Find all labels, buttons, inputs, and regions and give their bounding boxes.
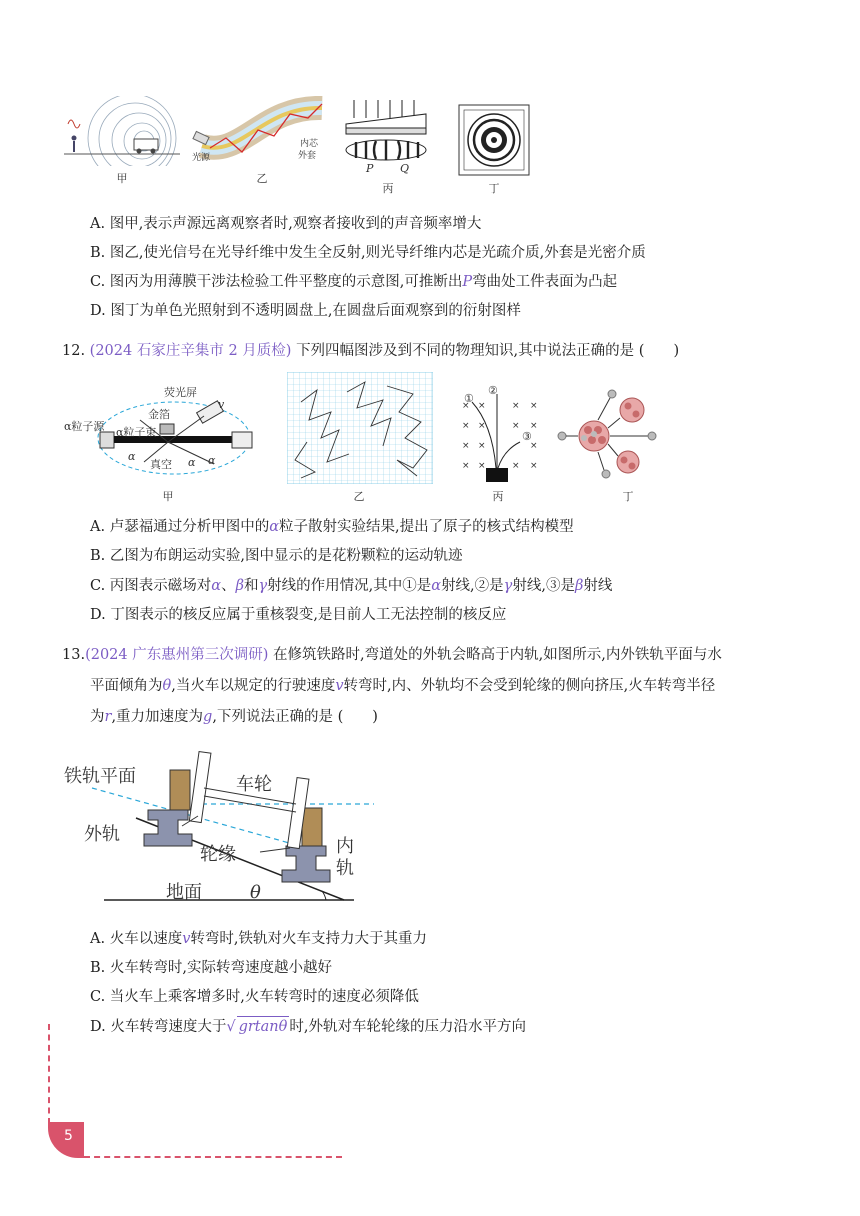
q12-stem: 12. (2024 石家庄辛集市 2 月质检) 下列四幅图涉及到不同的物理知识,其中说法正确的是 ( ) — [62, 343, 680, 359]
sqrt-expression: grtanθ — [237, 1016, 290, 1037]
figure-bing-thin-film — [342, 96, 432, 195]
label-q: Q — [400, 162, 410, 175]
label-lizishu: α粒子束 — [116, 426, 157, 439]
caption-ding: 丁 — [488, 182, 500, 195]
figure-ding-fission — [554, 384, 666, 504]
caption-bing: 丙 — [492, 490, 504, 503]
label-waitao: 外套 — [298, 151, 317, 161]
caption-bing: 丙 — [382, 182, 394, 195]
figure-railway-curve — [64, 748, 384, 910]
caption-yi: 乙 — [353, 490, 365, 503]
label-theta: θ — [250, 882, 261, 903]
page-number: 5 — [64, 1128, 73, 1144]
svg-text:×: × — [478, 421, 486, 431]
figure-bing-magnetic-field — [458, 384, 546, 504]
label-yingguangping: 荧光屏 — [164, 386, 197, 399]
label-chelun: 车轮 — [236, 774, 272, 795]
svg-text:×: × — [530, 461, 538, 471]
label-waigui: 外轨 — [84, 824, 120, 845]
q13-number: 13. — [62, 647, 86, 663]
label-alpha-3: α — [208, 454, 216, 467]
q12-number: 12. — [62, 343, 86, 359]
label-circle-3: ③ — [522, 430, 532, 443]
figure-yi-optical-fiber — [192, 96, 328, 186]
label-nei: 内 — [336, 836, 354, 857]
q11-option-a: A. 图甲,表示声源远离观察者时,观察者接收到的声音频率增大 — [90, 216, 482, 232]
svg-text:×: × — [478, 461, 486, 471]
label-lizi-source: α粒子源 — [64, 420, 105, 433]
q12-source: (2024 石家庄辛集市 2 月质检) — [89, 343, 292, 359]
svg-text:×: × — [462, 421, 470, 431]
page-margin-dashed-line — [48, 1024, 50, 1124]
page-bottom-dashed-line — [84, 1156, 342, 1158]
svg-text:×: × — [512, 421, 520, 431]
svg-text:×: × — [530, 401, 538, 411]
label-dimian: 地面 — [166, 882, 202, 903]
svg-text:×: × — [462, 461, 470, 471]
figure-jia-doppler — [62, 96, 182, 186]
label-zhenkong: 真空 — [150, 458, 172, 471]
svg-text:×: × — [512, 461, 520, 471]
label-circle-1: ① — [464, 392, 474, 405]
q13-option-b: B. 火车转弯时,实际转弯速度越小越好 — [90, 960, 332, 976]
q11-option-b: B. 图乙,使光信号在光导纤维中发生全反射,则光导纤维内芯是光疏介质,外套是光密介质 — [90, 245, 646, 261]
caption-jia: 甲 — [116, 172, 128, 185]
q13-option-d: D. 火车转弯速度大于√ grtanθ 时,外轨对车轮轮缘的压力沿水平方向 — [90, 1016, 526, 1037]
q11-option-d: D. 图丁为单色光照射到不透明圆盘上,在圆盘后面观察到的衍射图样 — [90, 303, 521, 319]
svg-text:×: × — [530, 441, 538, 451]
q13-stem-line2: 平面倾角为θ,当火车以规定的行驶速度v转弯时,内、外轨均不会受到轮缘的侧向挤压,火车转弯半径 — [90, 678, 716, 694]
label-neixin: 内芯 — [300, 139, 319, 149]
q13-stem-line3: 为r,重力加速度为g,下列说法正确的是 ( ) — [90, 709, 378, 725]
svg-text:×: × — [530, 421, 538, 431]
q12-option-d: D. 丁图表示的核反应属于重核裂变,是目前人工无法控制的核反应 — [90, 607, 507, 623]
caption-yi: 乙 — [256, 172, 268, 185]
label-alpha-2: α — [188, 456, 196, 469]
q12-option-c: C. 丙图表示磁场对α、β和γ射线的作用情况,其中①是α射线,②是γ射线,③是β射线 — [90, 578, 613, 594]
label-jinbo: 金箔 — [148, 408, 170, 421]
label-tiegui-pingmian: 铁轨平面 — [64, 766, 136, 787]
q13-stem-line1: 13.(2024 广东惠州第三次调研) 在修筑铁路时,弯道处的外轨会略高于内轨,如图所示,内外铁轨平面与水 — [62, 647, 722, 663]
svg-text:×: × — [512, 401, 520, 411]
figure-ding-diffraction — [458, 104, 530, 194]
figure-jia-rutherford — [64, 380, 264, 504]
figure-yi-brownian — [287, 372, 433, 504]
label-gui: 轨 — [336, 858, 354, 879]
q13-option-c: C. 当火车上乘客增多时,火车转弯时的速度必须降低 — [90, 989, 419, 1005]
svg-text:×: × — [478, 401, 486, 411]
svg-text:×: × — [478, 441, 486, 451]
q12-option-a: A. 卢瑟福通过分析甲图中的α粒子散射实验结果,提出了原子的核式结构模型 — [90, 519, 574, 535]
q13-option-a: A. 火车以速度v转弯时,铁轨对火车支持力大于其重力 — [90, 931, 428, 947]
q13-source: (2024 广东惠州第三次调研) — [85, 647, 269, 663]
label-alpha-1: α — [128, 450, 136, 463]
label-guangyuan: 光源 — [192, 153, 211, 163]
label-v: v — [218, 398, 225, 411]
label-p: P — [366, 162, 374, 175]
caption-jia: 甲 — [162, 490, 174, 503]
q11-option-c: C. 图丙为用薄膜干涉法检验工件平整度的示意图,可推断出P弯曲处工件表面为凸起 — [90, 274, 618, 290]
label-circle-2: ② — [488, 384, 498, 397]
label-lunyuan: 轮缘 — [200, 844, 236, 865]
svg-text:×: × — [462, 401, 470, 411]
caption-ding: 丁 — [622, 490, 634, 503]
svg-text:×: × — [462, 441, 470, 451]
q12-option-b: B. 乙图为布朗运动实验,图中显示的是花粉颗粒的运动轨迹 — [90, 548, 463, 564]
